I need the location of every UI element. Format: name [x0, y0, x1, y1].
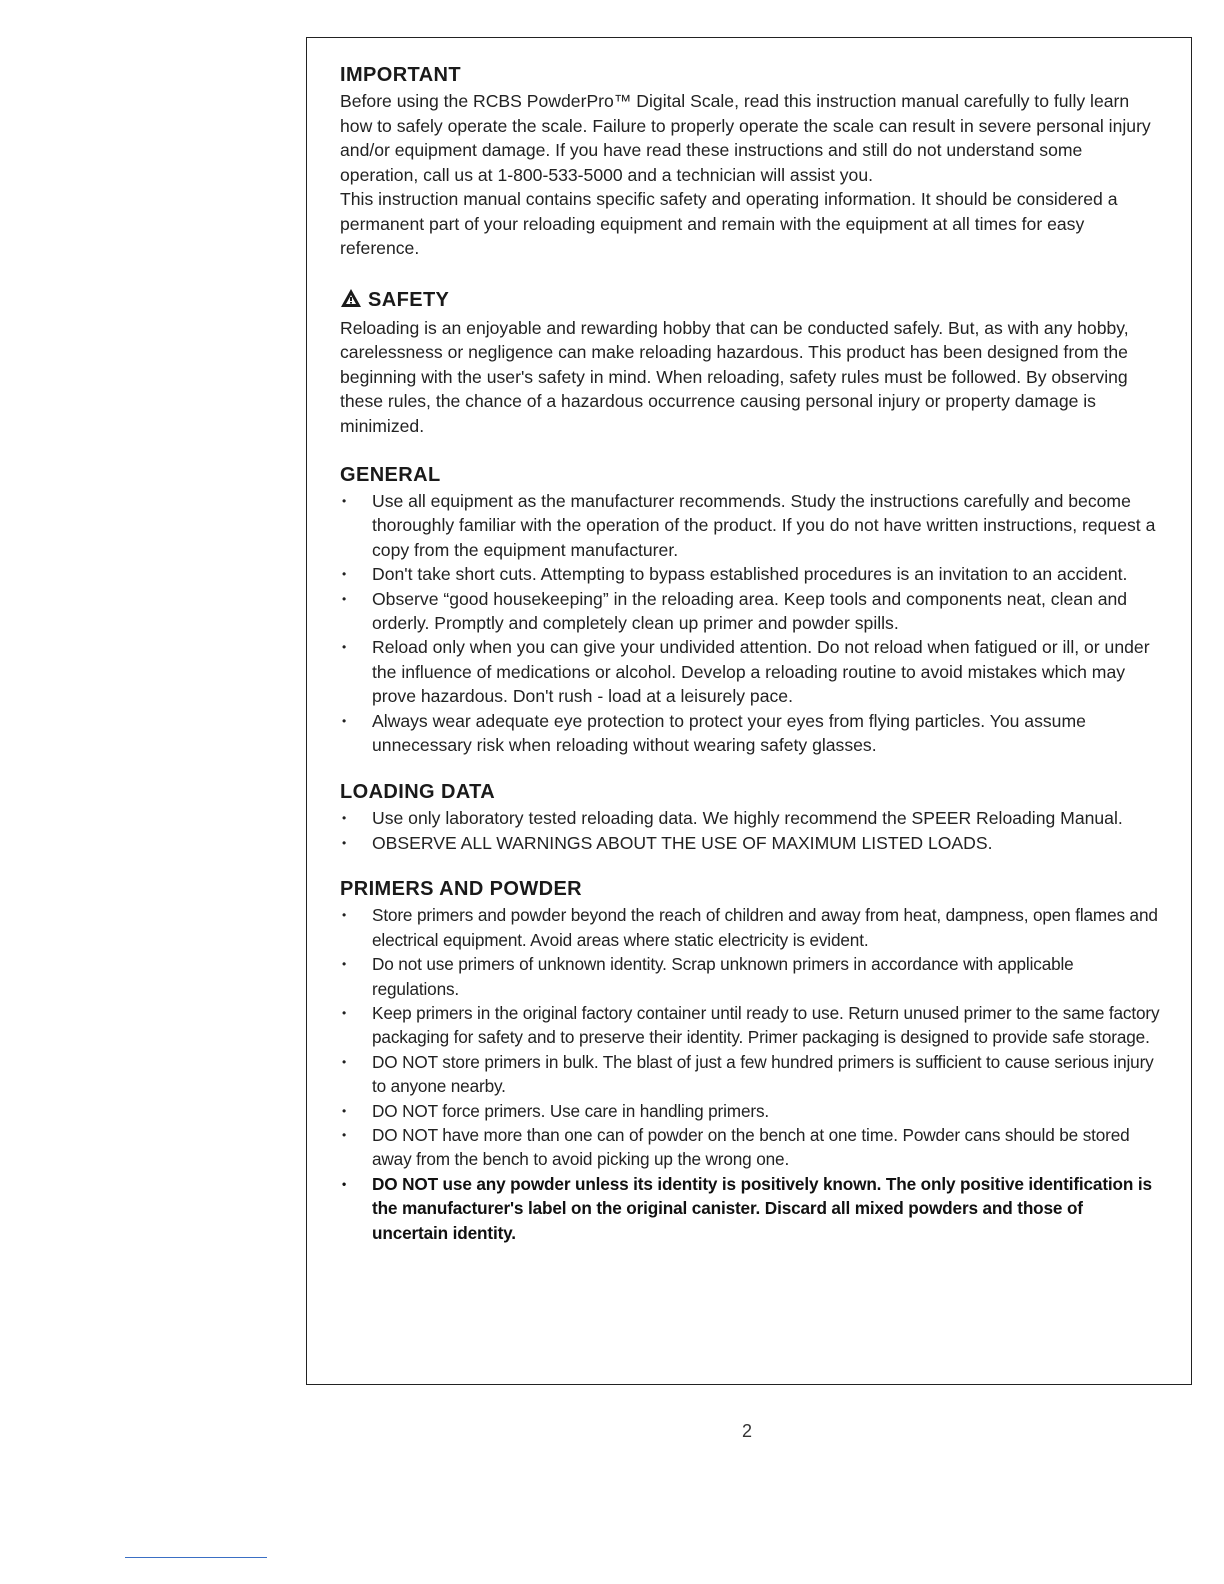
list-item: [340, 1001, 1160, 1050]
bullet-icon: •: [342, 811, 347, 826]
important-heading: IMPORTANT: [340, 64, 461, 86]
bullet-icon: •: [342, 957, 347, 972]
list-item-text: DO NOT store primers in bulk. The blast of just a few hundred primers is sufficient to cause serious injury to anyone nearby.: [372, 1051, 1154, 1097]
primers-powder-list: [340, 903, 1160, 1245]
primers-powder-section: [340, 876, 1160, 1245]
list-item: [340, 1050, 1160, 1099]
list-item-text: DO NOT force primers. Use care in handling primers.: [372, 1100, 770, 1121]
list-item-warning: [340, 1172, 1160, 1245]
loading-data-list: [340, 806, 1160, 855]
bullet-icon: •: [342, 1054, 347, 1069]
list-item-text: Use all equipment as the manufacturer recommends. Study the instructions carefully and become thoroughly familiar with the operation of the product. If you do not have written instructions, request a copy from the equipment manufacturer.: [372, 491, 1156, 560]
safety-paragraph: Reloading is an enjoyable and rewarding hobby that can be conducted safely. But, as with any hobby, carelessness or negligence can make reloading hazardous. This product has been designed from the beginning with the user's safety in mind. When reloading, safety rules must be followed. By observing these rules, the chance of a hazardous occurrence causing personal injury or property damage is minimized.: [340, 317, 1129, 436]
page-number: 2: [742, 1421, 753, 1441]
safety-heading-text: SAFETY: [368, 288, 450, 311]
important-paragraph-1: Before using the RCBS PowderPro™ Digital Scale, read this instruction manual carefully to fully learn how to safely operate the scale. Failure to properly operate the scale can result in severe personal injury and/or equipment damage. If you have read these instructions and still do not understand some operation, call us at 1-800-533-5000 and a technician will assist you.: [340, 91, 1151, 185]
loading-data-section: [340, 779, 1160, 855]
footer-divider: [125, 1557, 267, 1558]
manual-page-content: [340, 62, 1160, 1245]
list-item: [340, 1123, 1160, 1172]
list-item: [340, 635, 1160, 708]
list-item: [340, 952, 1160, 1001]
bullet-icon: •: [342, 713, 347, 728]
list-item-text: Don't take short cuts. Attempting to bypass established procedures is an invitation to an accident.: [372, 564, 1128, 585]
list-item-text: Use only laboratory tested reloading data. We highly recommend the SPEER Reloading Manual.: [372, 808, 1123, 829]
general-section: [340, 462, 1160, 757]
list-item-text: Keep primers in the original factory container until ready to use. Return unused primer to the same factory packaging for safety and to preserve their identity. Primer packaging is designed to provide safe storage.: [372, 1002, 1160, 1048]
warning-triangle-icon: [340, 288, 362, 315]
bullet-icon: •: [342, 591, 347, 606]
safety-heading: [340, 287, 1160, 315]
list-item-text: Always wear adequate eye protection to protect your eyes from flying particles. You assume unnecessary risk when reloading without wearing safety glasses.: [372, 710, 1086, 756]
list-item-text: DO NOT have more than one can of powder on the bench at one time. Powder cans should be stored away from the bench to avoid picking up the wrong one.: [372, 1124, 1130, 1170]
list-item: [340, 831, 1160, 855]
list-item-text: OBSERVE ALL WARNINGS ABOUT THE USE OF MAXIMUM LISTED LOADS.: [372, 832, 993, 853]
list-item: [340, 1099, 1160, 1123]
general-list: [340, 489, 1160, 757]
list-item-text: Store primers and powder beyond the reach of children and away from heat, dampness, open flames and electrical equipment. Avoid areas where static electricity is evident.: [372, 905, 1158, 950]
bullet-icon: •: [342, 494, 347, 508]
list-item: [340, 587, 1160, 636]
bullet-icon: •: [342, 640, 347, 655]
loading-data-heading: LOADING DATA: [340, 781, 496, 804]
important-section: [340, 62, 1160, 261]
bullet-icon: •: [342, 1176, 347, 1191]
bullet-icon: •: [342, 1103, 347, 1118]
list-item: [340, 903, 1160, 952]
list-item-text: DO NOT use any powder unless its identity is positively known. The only positive identification is the manufacturer's label on the original canister. Discard all mixed powders and those of uncertain identity.: [372, 1173, 1152, 1243]
list-item-text: Do not use primers of unknown identity. Scrap unknown primers in accordance with applicable regulations.: [372, 954, 1074, 999]
list-item: [340, 709, 1160, 758]
list-item: [340, 489, 1160, 562]
list-item: [340, 806, 1160, 830]
bullet-icon: •: [342, 835, 347, 850]
bullet-icon: •: [342, 1127, 347, 1142]
safety-section: [340, 287, 1160, 439]
bullet-icon: •: [342, 1005, 347, 1020]
important-paragraph-2: This instruction manual contains specific safety and operating information. It should be considered a permanent part of your reloading equipment and remain with the equipment at all times for easy reference.: [340, 189, 1118, 258]
general-heading: GENERAL: [340, 464, 441, 486]
bullet-icon: •: [342, 567, 347, 582]
primers-powder-heading: PRIMERS AND POWDER: [340, 878, 583, 901]
list-item-text: Observe “good housekeeping” in the reloading area. Keep tools and components neat, clean and orderly. Promptly and completely clean up primer and powder spills.: [372, 588, 1128, 634]
bullet-icon: •: [342, 908, 347, 923]
list-item: [340, 562, 1160, 586]
list-item-text: Reload only when you can give your undivided attention. Do not reload when fatigued or ill, or under the influence of medications or alcohol. Develop a reloading routine to avoid mistakes which may prove hazardous. Don't rush - load at a leisurely pace.: [372, 637, 1150, 707]
